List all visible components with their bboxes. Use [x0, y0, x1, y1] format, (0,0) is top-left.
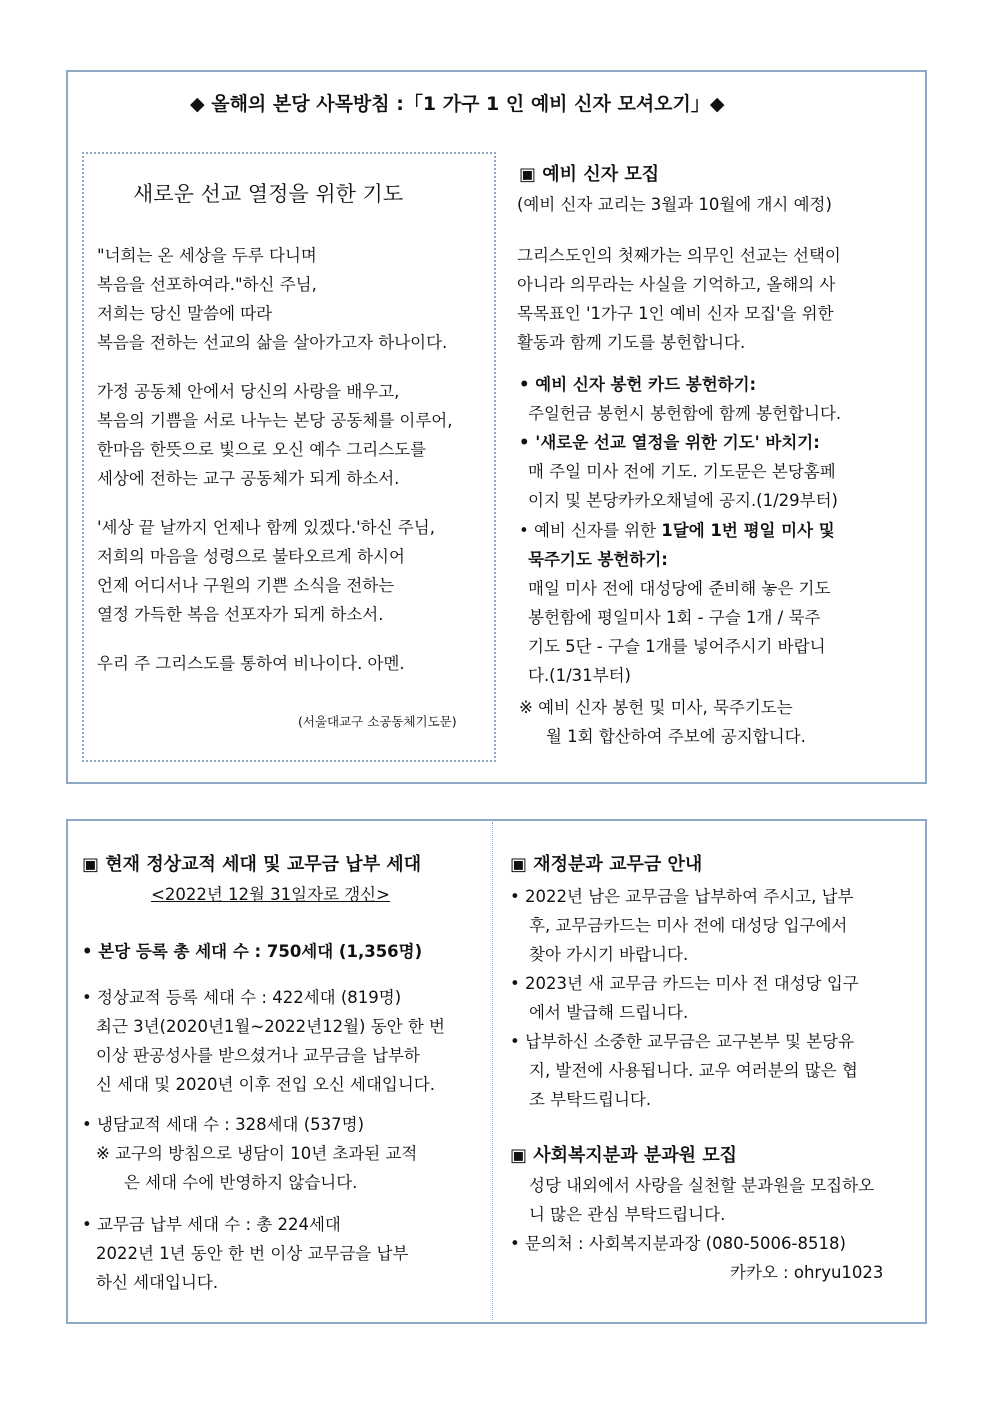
households-regular-title: • 정상교적 등록 세대 수 : 422세대 (819명) [82, 988, 402, 1007]
finance-item: • 납부하신 소중한 교무금은 교구본부 및 본당유 [510, 1032, 855, 1051]
pastoral-banner: ◆ 올해의 본당 사목방침 :「1 가구 1 인 예비 신자 모셔오기」◆ [190, 93, 725, 115]
recruit-note: 월 1회 합산하여 주보에 공지합니다. [546, 727, 806, 746]
recruit-bullet-mass-pre: • 예비 신자를 위한 [519, 521, 662, 540]
prayer-line: 저희는 당신 말씀에 따라 [97, 304, 273, 323]
welfare-contact: • 문의처 : 사회복지분과장 (080-5006-8518) [510, 1234, 846, 1253]
recruit-bullet-mass-bold-2: 묵주기도 봉헌하기: [528, 550, 668, 569]
welfare-text: 성당 내외에서 사랑을 실천할 분과원을 모집하오 [529, 1176, 875, 1195]
households-regular-text: 최근 3년(2020년1월~2022년12월) 동안 한 번 [96, 1017, 445, 1036]
recruit-bullet-card-text: 주일헌금 봉헌시 봉헌함에 함께 봉헌합니다. [528, 404, 842, 423]
recruit-bullet-mass-bold: 1달에 1번 평일 미사 및 [661, 521, 835, 540]
households-paid-text: 2022년 1년 동안 한 번 이상 교무금을 납부 [96, 1244, 409, 1263]
welfare-text: 니 많은 관심 부탁드립니다. [529, 1205, 726, 1224]
finance-item: • 2022년 남은 교무금을 납부하여 주시고, 납부 [510, 887, 854, 906]
recruit-bullet-prayer-title: • '새로운 선교 열정을 위한 기도' 바치기: [519, 433, 820, 452]
prayer-title: 새로운 선교 열정을 위한 기도 [133, 182, 404, 206]
households-inactive-title: • 냉담교적 세대 수 : 328세대 (537명) [82, 1115, 365, 1134]
recruit-bullet-mass-text: 다.(1/31부터) [528, 666, 631, 685]
prayer-line: 한마음 한뜻으로 빛으로 오신 예수 그리스도를 [97, 440, 427, 459]
prayer-line: 복음을 선포하여라."하신 주님, [97, 275, 317, 294]
recruit-bullet-card-title: • 예비 신자 봉헌 카드 봉헌하기: [519, 375, 757, 394]
column-divider [492, 822, 493, 1320]
recruit-intro-line: 목목표인 '1가구 1인 예비 신자 모집'을 위한 [517, 304, 834, 323]
prayer-line: 저희의 마음을 성령으로 불타오르게 하시어 [97, 547, 405, 566]
prayer-line: 가정 공동체 안에서 당신의 사랑을 배우고, [97, 382, 400, 401]
finance-heading: ▣ 재정분과 교무금 안내 [510, 854, 703, 875]
welfare-kakao: 카카오 : ohryu1023 [730, 1263, 884, 1282]
households-regular-text: 신 세대 및 2020년 이후 전입 오신 세대입니다. [96, 1075, 435, 1094]
prayer-line: 세상에 전하는 교구 공동체가 되게 하소서. [97, 469, 400, 488]
households-total: • 본당 등록 총 세대 수 : 750세대 (1,356명) [82, 942, 423, 961]
households-regular-text: 이상 판공성사를 받으셨거나 교무금을 납부하 [96, 1046, 420, 1065]
recruit-intro-line: 활동과 함께 기도를 봉헌합니다. [517, 333, 746, 352]
prayer-line: 복음의 기쁨을 서로 나누는 본당 공동체를 이루어, [97, 411, 453, 430]
households-heading: ▣ 현재 정상교적 세대 및 교무금 납부 세대 [82, 854, 422, 875]
finance-item: 에서 발급해 드립니다. [529, 1003, 689, 1022]
finance-item: 찾아 가시기 바랍니다. [529, 945, 689, 964]
prayer-source: (서울대교구 소공동체기도문) [298, 714, 457, 729]
prayer-line: 열정 가득한 복음 선포자가 되게 하소서. [97, 605, 384, 624]
finance-item: 후, 교무금카드는 미사 전에 대성당 입구에서 [529, 916, 848, 935]
prayer-line: 언제 어디서나 구원의 기쁜 소식을 전하는 [97, 576, 395, 595]
prayer-line: 복음을 전하는 선교의 삶을 살아가고자 하나이다. [97, 333, 448, 352]
finance-item: 지, 발전에 사용됩니다. 교우 여러분의 많은 협 [529, 1061, 858, 1080]
recruit-bullet-mass-text: 기도 5단 - 구슬 1개를 넣어주시기 바랍니 [528, 637, 826, 656]
finance-item: • 2023년 새 교무금 카드는 미사 전 대성당 입구 [510, 974, 859, 993]
finance-item: 조 부탁드립니다. [529, 1090, 652, 1109]
recruit-bullet-mass-text: 매일 미사 전에 대성당에 준비해 놓은 기도 [528, 579, 831, 598]
recruit-subtitle: (예비 신자 교리는 3월과 10월에 개시 예정) [517, 195, 832, 214]
welfare-heading: ▣ 사회복지분과 분과원 모집 [510, 1145, 738, 1166]
recruit-bullet-prayer-text: 매 주일 미사 전에 기도. 기도문은 본당홈페 [528, 462, 836, 481]
recruit-intro-line: 아니라 의무라는 사실을 기억하고, 올해의 사 [517, 275, 836, 294]
recruit-intro-line: 그리스도인의 첫째가는 의무인 선교는 선택이 [517, 246, 841, 265]
prayer-line: '세상 끝 날까지 언제나 함께 있겠다.'하신 주님, [97, 518, 435, 537]
prayer-line: "너희는 온 세상을 두루 다니며 [97, 246, 317, 265]
households-paid-text: 하신 세대입니다. [96, 1273, 219, 1292]
recruit-bullet-mass-title [519, 516, 835, 545]
households-date: <2022년 12월 31일자로 갱신> [151, 885, 390, 904]
recruit-heading: ▣ 예비 신자 모집 [519, 164, 660, 185]
households-inactive-text: 은 세대 수에 반영하지 않습니다. [124, 1173, 358, 1192]
recruit-bullet-mass-text: 봉헌함에 평일미사 1회 - 구슬 1개 / 묵주 [528, 608, 821, 627]
recruit-bullet-prayer-text: 이지 및 본당카카오채널에 공지.(1/29부터) [528, 491, 838, 510]
prayer-closing: 우리 주 그리스도를 통하여 비나이다. 아멘. [97, 654, 405, 673]
households-paid-title: • 교무금 납부 세대 수 : 총 224세대 [82, 1215, 341, 1234]
recruit-note: ※ 예비 신자 봉헌 및 미사, 묵주기도는 [519, 698, 793, 717]
households-inactive-text: ※ 교구의 방침으로 냉담이 10년 초과된 교적 [96, 1144, 418, 1163]
